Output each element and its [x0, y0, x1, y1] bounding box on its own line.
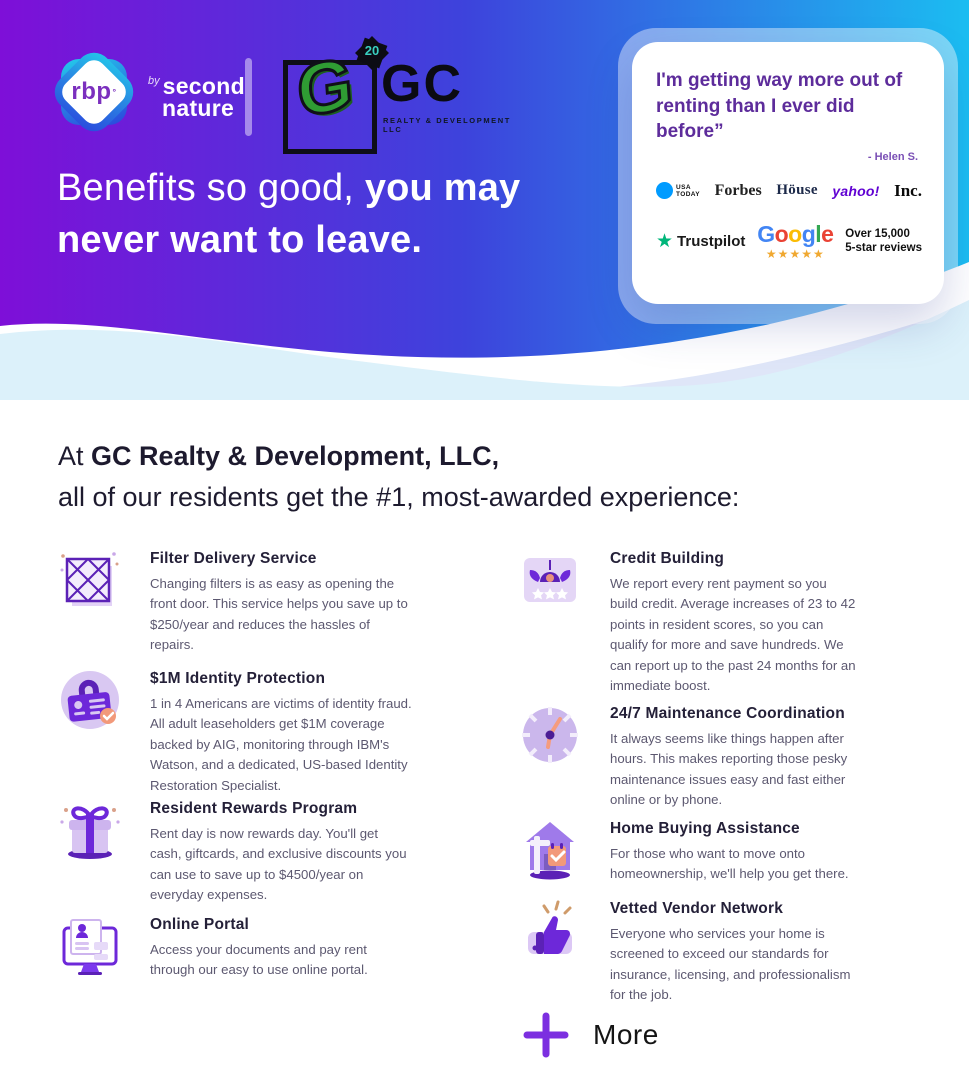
benefit-title: 24/7 Maintenance Coordination [610, 705, 845, 722]
rbp-logo [52, 50, 136, 134]
benefit-title: $1M Identity Protection [150, 670, 326, 687]
logo-divider [245, 58, 252, 136]
yahoo-logo: yahoo! [832, 182, 880, 199]
benefit-resident-rewards [58, 798, 412, 906]
forbes-logo: Forbes [714, 181, 762, 199]
benefit-body: Changing filters is as easy as opening the front door. This service helps you save up to $250/year and reduces the hassles of repairs. [150, 576, 408, 653]
benefit-credit-building [518, 548, 858, 697]
hero-headline: Benefits so good, you may never want to leave. [57, 167, 521, 262]
gift-icon [58, 798, 122, 862]
clock-icon [518, 703, 582, 767]
trustpilot-logo: ★ Trustpilot [656, 230, 746, 252]
benefit-title: Filter Delivery Service [150, 550, 317, 567]
rbp-logo-text: rbp ° [71, 78, 117, 105]
benefit-body: Rent day is now rewards day. You'll get cash, giftcards, and exclusive discounts you can use to save up to $4500/year on everyday expenses. [150, 826, 407, 903]
testimonial-quote: I'm getting way more out of renting than I ever did before” [656, 70, 903, 143]
benefit-online-portal [58, 914, 412, 981]
gc-logo-subtitle: REALTY & DEVELOPMENT LLC [383, 116, 511, 134]
benefit-body: 1 in 4 Americans are victims of identity fraud. All adult leaseholders get $1M coverage backed by AIG, monitoring through IBM's Watson, and a dedicated, US-based Identity Restoration Specialist. [150, 696, 412, 793]
reviews-count: Over 15,000 5-star reviews [845, 228, 922, 255]
benefit-maintenance [518, 703, 858, 811]
benefit-title: Credit Building [610, 550, 725, 567]
benefit-body: It always seems like things happen after hours. This makes reporting those pesky maintenance issues easy and fast either online or by phone. [610, 731, 848, 808]
credit-badge-icon [518, 548, 582, 612]
inc-logo: Inc. [894, 180, 922, 200]
house-icon [518, 818, 582, 882]
usa-today-logo: USA TODAY [656, 182, 700, 199]
second-nature-logo: $^{by}$ second nature [148, 73, 245, 121]
benefit-title: Home Buying Assistance [610, 820, 800, 837]
gc-20-years-badge: 20 [357, 38, 387, 68]
ratings-row [656, 220, 922, 261]
benefit-vendor-network [518, 898, 858, 1006]
more-row [523, 1012, 659, 1058]
google-rating [757, 220, 834, 261]
benefit-title: Vetted Vendor Network [610, 900, 784, 917]
id-card-icon [58, 668, 122, 732]
benefit-home-buying [518, 818, 858, 885]
benefit-filter-delivery [58, 548, 412, 656]
google-logo: Google [757, 220, 834, 247]
gc-logo-wordmark: GC [381, 55, 463, 113]
five-stars-icon: ★★★★★ [765, 246, 825, 261]
usa-today-circle-icon [656, 182, 673, 199]
filter-icon [58, 548, 122, 612]
benefit-identity-protection [58, 668, 412, 796]
monitor-icon [58, 914, 122, 978]
trustpilot-star-icon: ★ [656, 230, 674, 252]
more-label: More [593, 1019, 659, 1050]
benefit-title: Online Portal [150, 916, 250, 933]
house-logo: Höuse [776, 182, 818, 199]
benefit-body: For those who want to move onto homeownership, we'll help you get there. [610, 846, 849, 882]
thumbs-up-icon [518, 898, 582, 962]
testimonial-attribution: - Helen S. [867, 150, 918, 163]
testimonial-card [632, 42, 944, 304]
benefit-body: Access your documents and pay rent through our easy to use online portal. [150, 942, 368, 978]
byline-by: by [148, 75, 160, 87]
section-heading: At GC Realty & Development, LLC, all of our residents get the #1, most-awarded experience: [58, 441, 740, 512]
benefit-body: Everyone who services your home is screened to exceed our standards for insurance, licensing, and professionalism for the job. [610, 926, 851, 1003]
benefit-body: We report every rent payment so you build credit. Average increases of 23 to 42 points in resident scores, so you can qualify for more and save hundreds. We can report up to the past 24 months for an immediate boost. [610, 576, 856, 694]
gc-realty-logo [283, 44, 533, 148]
plus-icon [523, 1012, 569, 1058]
media-logos-row [656, 181, 922, 201]
benefit-title: Resident Rewards Program [150, 800, 358, 817]
gc-logo-g-block: G [294, 43, 356, 133]
